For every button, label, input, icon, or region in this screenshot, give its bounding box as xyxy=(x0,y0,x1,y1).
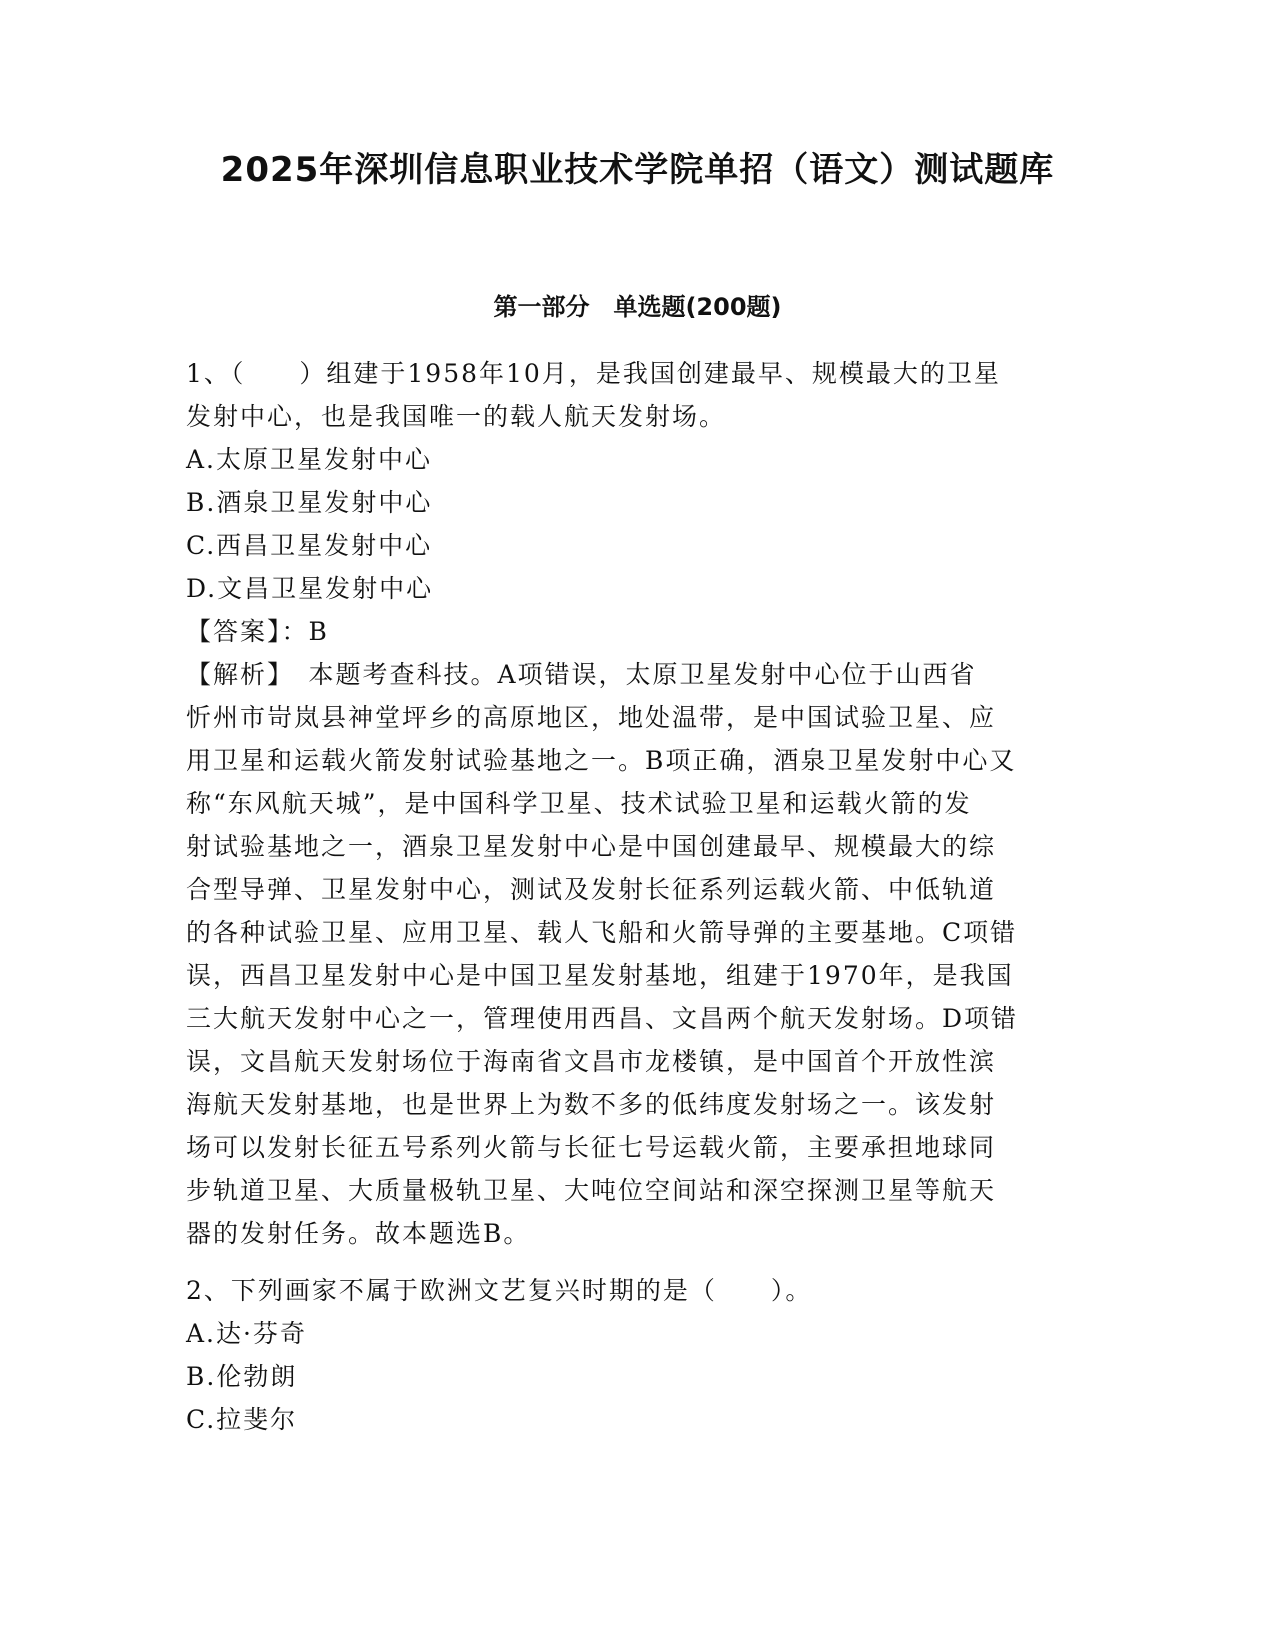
question-stem-line: 发射中心，也是我国唯一的载人航天发射场。 xyxy=(186,402,727,431)
analysis-line: 误，西昌卫星发射中心是中国卫星发射基地，组建于1970年，是我国 xyxy=(186,961,1014,990)
analysis-line: 场可以发射长征五号系列火箭与长征七号运载火箭，主要承担地球同 xyxy=(186,1133,997,1162)
analysis-line: 射试验基地之一，酒泉卫星发射中心是中国创建最早、规模最大的综 xyxy=(186,832,997,861)
question-stem-line: 1、（ ）组建于1958年10月，是我国创建最早、规模最大的卫星 xyxy=(186,359,1001,388)
document-title: 2025年深圳信息职业技术学院单招（语文）测试题库 xyxy=(220,150,1055,190)
option-b: B.酒泉卫星发射中心 xyxy=(186,488,433,517)
section-heading: 第一部分 单选题(200题) xyxy=(493,293,782,321)
analysis-line: 误，文昌航天发射场位于海南省文昌市龙楼镇，是中国首个开放性滨 xyxy=(186,1047,997,1076)
question-2 xyxy=(186,1269,1086,1441)
option-b: B.伦勃朗 xyxy=(186,1362,298,1391)
question-spacer xyxy=(186,1255,1086,1269)
analysis-block xyxy=(186,653,1086,1255)
analysis-line: 用卫星和运载火箭发射试验基地之一。B项正确，酒泉卫星发射中心又 xyxy=(186,746,1017,775)
option-d: D.文昌卫星发射中心 xyxy=(186,574,434,603)
option-a: A.太原卫星发射中心 xyxy=(186,445,433,474)
analysis-line: 忻州市岢岚县神堂坪乡的高原地区，地处温带，是中国试验卫星、应 xyxy=(186,703,997,732)
analysis-line: 的各种试验卫星、应用卫星、载人飞船和火箭导弹的主要基地。C项错 xyxy=(186,918,1018,947)
analysis-line: 称“东风航天城”，是中国科学卫星、技术试验卫星和运载火箭的发 xyxy=(186,789,972,818)
analysis-line: 器的发射任务。故本题选B。 xyxy=(186,1219,531,1248)
question-list xyxy=(186,352,1086,1441)
question-1 xyxy=(186,352,1086,1255)
analysis-line: 合型导弹、卫星发射中心，测试及发射长征系列运载火箭、中低轨道 xyxy=(186,875,997,904)
analysis-line: 【解析】 本题考查科技。A项错误，太原卫星发射中心位于山西省 xyxy=(186,660,977,689)
analysis-line: 三大航天发射中心之一，管理使用西昌、文昌两个航天发射场。D项错 xyxy=(186,1004,1019,1033)
option-c: C.西昌卫星发射中心 xyxy=(186,531,433,560)
answer-line: 【答案】：B xyxy=(186,617,329,646)
analysis-line: 步轨道卫星、大质量极轨卫星、大吨位空间站和深空探测卫星等航天 xyxy=(186,1176,997,1205)
option-a: A.达·芬奇 xyxy=(186,1319,307,1348)
analysis-line: 海航天发射基地，也是世界上为数不多的低纬度发射场之一。该发射 xyxy=(186,1090,997,1119)
question-stem-line: 2、下列画家不属于欧洲文艺复兴时期的是（ ）。 xyxy=(186,1276,813,1305)
option-c: C.拉斐尔 xyxy=(186,1405,298,1434)
